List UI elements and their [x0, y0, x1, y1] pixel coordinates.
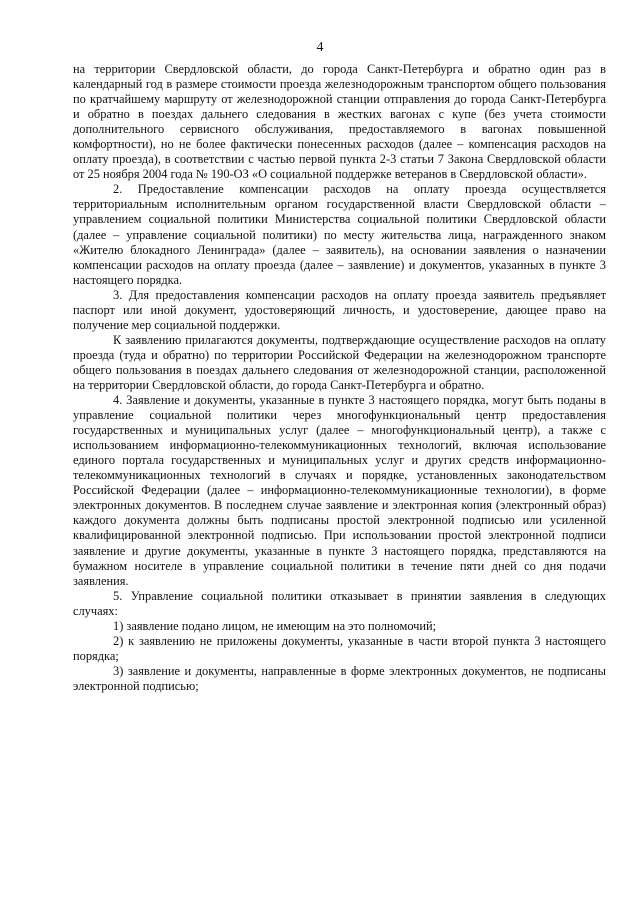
paragraph-item-3: 3. Для предоставления компенсации расходов на оплату проезда заявитель предъявляет паспорт или иной документ, удостоверяющий личность, и удостоверение, дающее право на получение мер социальной поддержки.: [73, 287, 606, 332]
paragraph-item-4: 4. Заявление и документы, указанные в пункте 3 настоящего порядка, могут быть поданы в управление социальной политики через многофункциональный центр предоставления государственных и муниципальных услуг (далее – многофункциональный центр), а также с использованием информационно-телекоммуникационных технологий, включая использование единого портала государственных и муниципальных услуг и других средств информационно-телекоммуникационных технологий в случаях и порядке, установленных законодательством Российской Федерации (далее – информационно-телекоммуникационные технологии), в форме электронных документов. В последнем случае заявление и электронная копия (электронный образ) каждого документа должны быть подписаны простой электронной подписью или усиленной квалифицированной электронной подписью. При использовании простой электронной подписи заявление и другие документы, указанные в пункте 3 настоящего порядка, представляются на бумажном носителе в управление социальной политики в течение пяти дней со дня подачи заявления.: [73, 393, 606, 588]
paragraph-item-5: 5. Управление социальной политики отказывает в принятии заявления в следующих случаях:: [73, 588, 606, 618]
subitem-2: 2) к заявлению не приложены документы, указанные в части второй пункта 3 настоящего порядка;: [73, 633, 606, 663]
subitem-1: 1) заявление подано лицом, не имеющим на это полномочий;: [113, 618, 437, 633]
subitem-3: 3) заявление и документы, направленные в форме электронных документов, не подписаны электронной подписью;: [73, 663, 606, 693]
paragraph-attachments: К заявлению прилагаются документы, подтверждающие осуществление расходов на оплату проезда (туда и обратно) по территории Российской Федерации на железнодорожном транспорте общего пользования в поездах дальнего следования от железнодорожной станции, расположенной на территории Свердловской области, до города Санкт-Петербурга и обратно.: [73, 332, 606, 392]
paragraph-continuation: на территории Свердловской области, до города Санкт-Петербурга и обратно один раз в календарный год в размере стоимости проезда железнодорожным транспортом общего пользования по кратчайшему маршруту от железнодорожной станции отправления до города Санкт-Петербурга и обратно в поездах дальнего следования в жестких вагонах с купе (без учета стоимости дополнительного сервисного обслуживания, предоставляемого в вагонах повышенной комфортности), но не более фактически понесенных расходов (далее – компенсация расходов на оплату проезда), в соответствии с частью первой пункта 2-3 статьи 7 Закона Свердловской области от 25 ноября 2004 года № 190-ОЗ «О социальной поддержке ветеранов в Свердловской области».: [73, 62, 606, 182]
page-number: 4: [316, 40, 324, 55]
paragraph-item-2: 2. Предоставление компенсации расходов на оплату проезда осуществляется территориальным исполнительным органом государственной власти Свердловской области – управлением социальной политики Министерства социальной политики Свердловской области (далее – управление социальной политики) по месту жительства лица, награжденного знаком «Жителю блокадного Ленинграда» (далее – заявитель), на основании заявления о назначении компенсации расходов на оплату проезда (далее – заявление) и документов, указанных в пункте 3 настоящего порядка.: [73, 182, 606, 287]
document-body: [73, 62, 606, 694]
